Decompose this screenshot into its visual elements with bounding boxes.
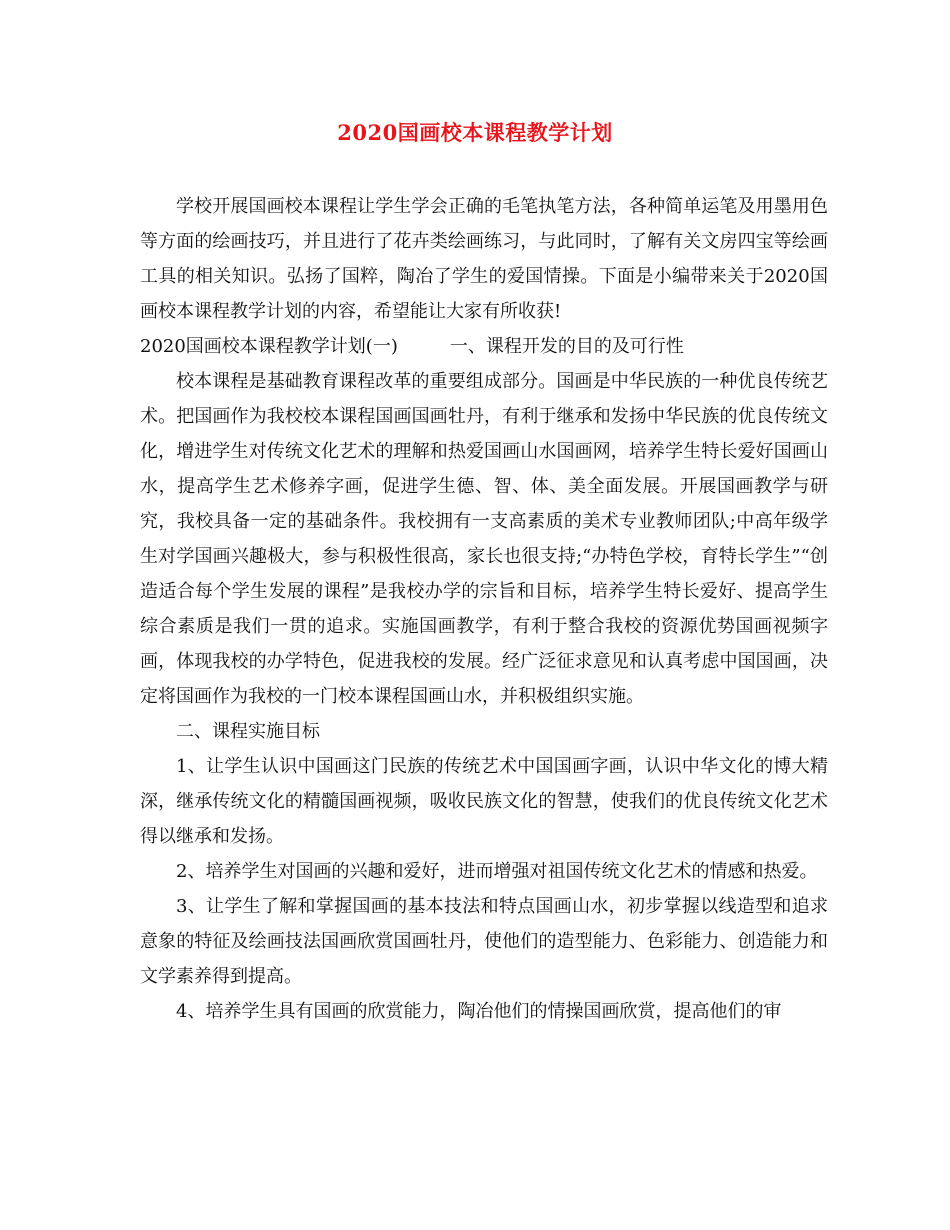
section-1-paragraph: 校本课程是基础教育课程改革的重要组成部分。国画是中华民族的一种优良传统艺术。把国画作为我校校本课程国画国画牡丹，有利于继承和发扬中华民族的优良传统文化，增进学生对传统文化艺术的理解和热爱国画山水国画网，培养学生特长爱好国画山水，提高学生艺术修养字画，促进学生德、智、体、美全面发展。开展国画教学与研究，我校具备一定的基础条件。我校拥有一支高素质的美术专业教师团队;中高年级学生对学国画兴趣极大，参与积极性很高，家长也很支持;“办特色学校，育特长学生”“创造适合每个学生发展的课程”是我校办学的宗旨和目标，培养学生特长爱好、提高学生综合素质是我们一贯的追求。实施国画教学，有利于整合我校的资源优势国画视频字画，体现我校的办学特色，促进我校的发展。经广泛征求意见和认真考虑中国国画，决定将国画作为我校的一门校本课程国画山水，并积极组织实施。 xyxy=(140,371,828,707)
goal-item-3: 3、让学生了解和掌握国画的基本技法和特点国画山水，初步掌握以线造型和追求意象的特征及绘画技法国画欣赏国画牡丹，使他们的造型能力、色彩能力、创造能力和文学素养得到提高。 xyxy=(140,896,828,987)
intro-paragraph: 学校开展国画校本课程让学生学会正确的毛笔执笔方法，各种简单运笔及用墨用色等方面的绘画技巧，并且进行了花卉类绘画练习，与此同时，了解有关文房四宝等绘画工具的相关知识。弘扬了国粹，陶冶了学生的爱国情操。下面是小编带来关于2020国画校本课程教学计划的内容，希望能让大家有所收获! xyxy=(140,196,828,322)
goal-item-4: 4、培养学生具有国画的欣赏能力，陶冶他们的情操国画欣赏，提高他们的审 xyxy=(176,1001,782,1022)
document-body xyxy=(140,189,828,1029)
goal-item-2: 2、培养学生对国画的兴趣和爱好，进而增强对祖国传统文化艺术的情感和热爱。 xyxy=(176,861,818,882)
goal-item-1: 1、让学生认识中国画这门民族的传统艺术中国国画字画，认识中华文化的博大精深，继承传统文化的精髓国画视频，吸收民族文化的智慧，使我们的优良传统文化艺术得以继承和发扬。 xyxy=(140,756,828,847)
section-heading-2: 二、课程实施目标 xyxy=(176,721,320,742)
section-heading-line xyxy=(140,329,828,364)
section-heading-1: 一、课程开发的目的及可行性 xyxy=(449,336,684,357)
plan-subtitle: 2020国画校本课程教学计划(一) xyxy=(140,336,398,357)
document-title: 2020国画校本课程教学计划 xyxy=(337,120,613,145)
